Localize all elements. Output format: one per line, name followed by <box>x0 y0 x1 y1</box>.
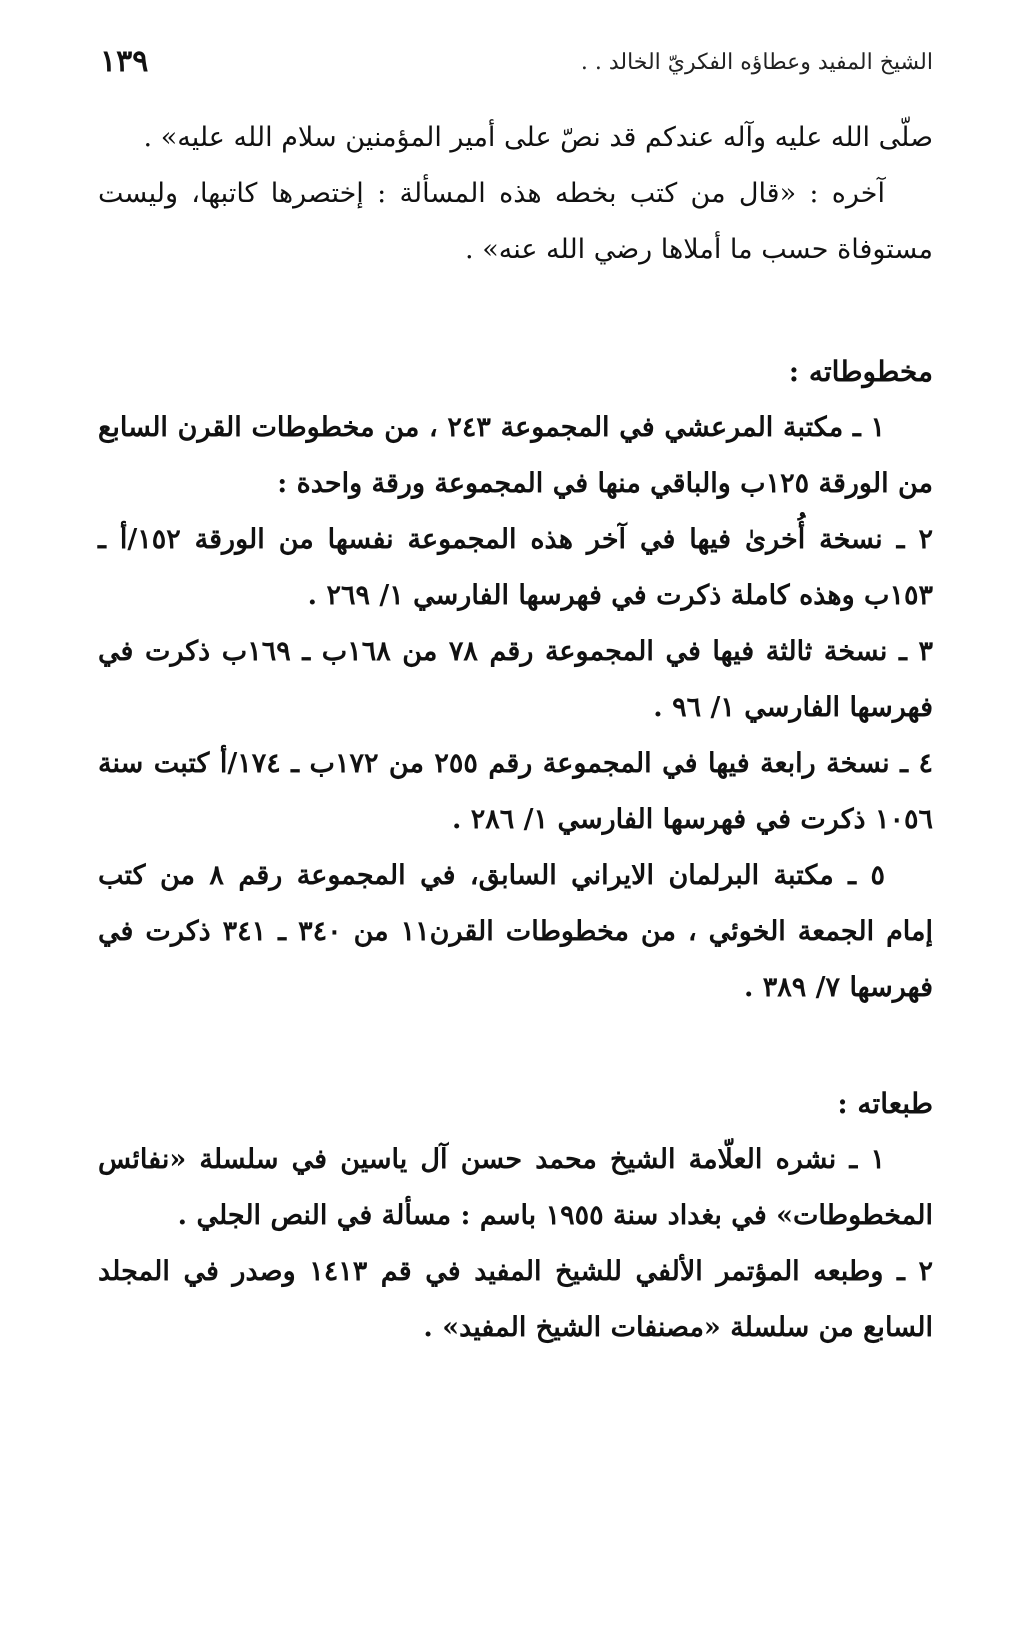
intro-continuation: صلّى الله عليه وآله عندكم قد نصّ على أمير المؤمنين سلام الله عليه» . <box>143 122 933 153</box>
section-gap <box>98 1016 933 1076</box>
page-number: ١٣٩ <box>100 44 149 79</box>
edition-item: ٢ ـ وطبعه المؤتمر الألفي للشيخ المفيد في قم ١٤١٣ وصدر في المجلد السابع من سلسلة «مصنفات الشيخ المفيد» . <box>98 1256 933 1343</box>
intro-ending: آخره : «قال من كتب بخطه هذه المسألة : إختصرها كاتبها، وليست مستوفاة حسب ما أملاها رضي الله عنه» . <box>98 178 933 265</box>
manuscript-item: ٥ ـ مكتبة البرلمان الايراني السابق، في المجموعة رقم ٨ من كتب إمام الجمعة الخوئي ، من مخطوطات القرن١١ من ٣٤٠ ـ ٣٤١ ذكرت في فهرسها ٧/ ٣٨٩ . <box>98 860 933 1003</box>
manuscript-item: ١ ـ مكتبة المرعشي في المجموعة ٢٤٣ ، من مخطوطات القرن السابع من الورقة ١٢٥ب والباقي منها في المجموعة ورقة واحدة : <box>98 412 933 499</box>
running-header <box>100 44 933 84</box>
editions-heading: طبعاته : <box>837 1087 933 1120</box>
running-title: الشيخ المفيد وعطاؤه الفكريّ الخالد . . <box>580 50 933 75</box>
section-gap <box>98 278 933 344</box>
body-text <box>98 110 933 1356</box>
manuscript-item: ٤ ـ نسخة رابعة فيها في المجموعة رقم ٢٥٥ من ١٧٢ب ـ ١٧٤/أ كتبت سنة ١٠٥٦ ذكرت في فهرسها الفارسي ١/ ٢٨٦ . <box>98 748 933 835</box>
manuscript-item: ٢ ـ نسخة أُخرىٰ فيها في آخر هذه المجموعة نفسها من الورقة ١٥٢/أ ـ ١٥٣ب وهذه كاملة ذكرت في فهرسها الفارسي ١/ ٢٦٩ . <box>98 524 933 611</box>
manuscript-item: ٣ ـ نسخة ثالثة فيها في المجموعة رقم ٧٨ من ١٦٨ب ـ ١٦٩ب ذكرت في فهرسها الفارسي ١/ ٩٦ . <box>98 636 933 723</box>
edition-item: ١ ـ نشره العلّامة الشيخ محمد حسن آل ياسين في سلسلة «نفائس المخطوطات» في بغداد سنة ١٩٥٥ باسم : مسألة في النص الجلي . <box>98 1144 933 1231</box>
manuscripts-heading: مخطوطاته : <box>788 355 933 388</box>
